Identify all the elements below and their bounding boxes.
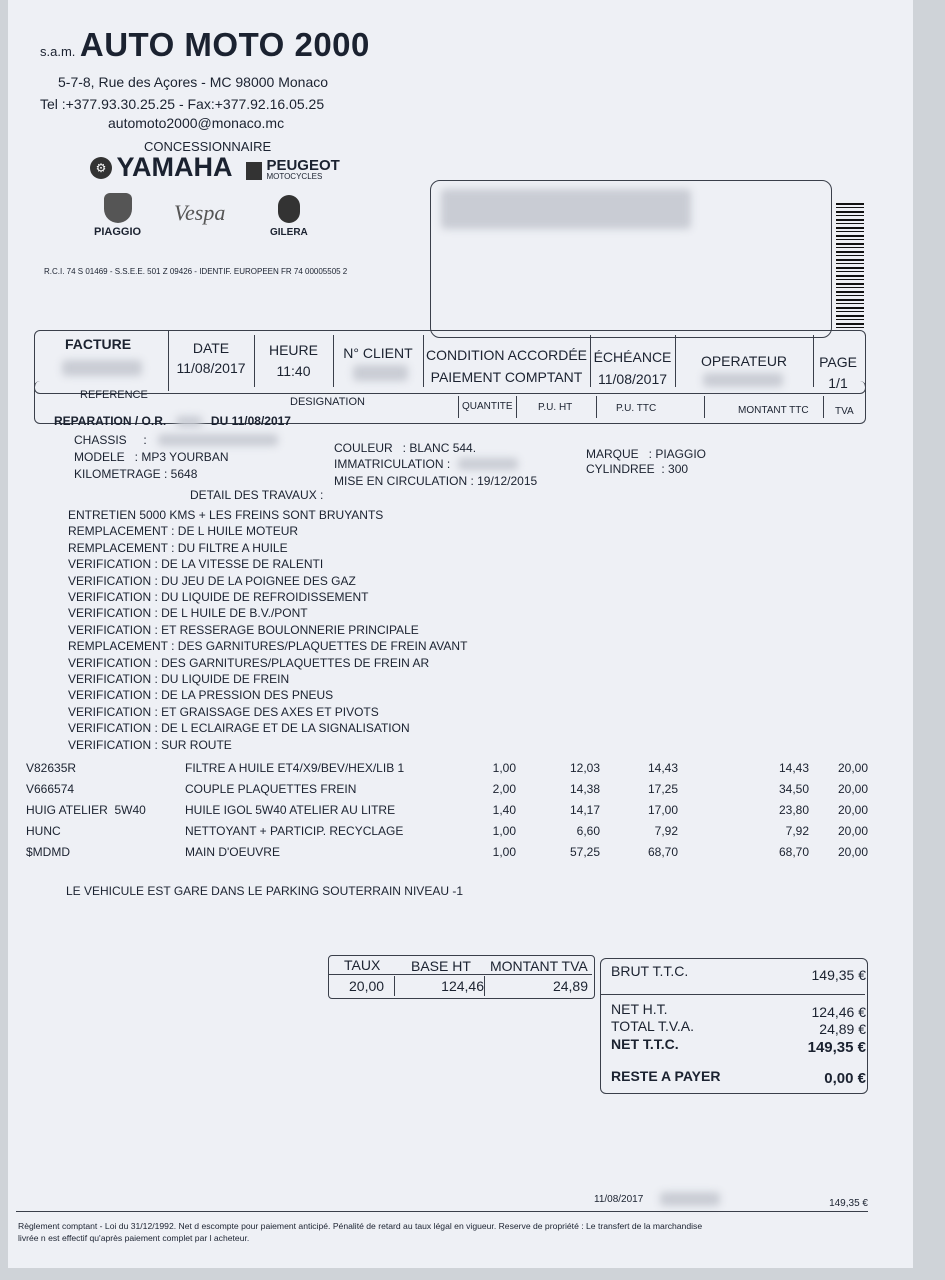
client-label: N° CLIENT [343, 345, 413, 361]
net-ht-value: 124,46 € [811, 1004, 866, 1020]
company-registration: R.C.I. 74 S 01469 - S.S.E.E. 501 Z 09426 - IDENTIF. EUROPEEN FR 74 00005505 2 [44, 267, 348, 276]
table-row: V666574 COUPLE PLAQUETTES FREIN 2,00 14,38 17,25 34,50 20,00 [26, 782, 868, 796]
repair-immatriculation: IMMATRICULATION : [334, 457, 451, 471]
redacted-or-number [176, 416, 202, 427]
net-ttc-label: NET T.T.C. [611, 1036, 679, 1052]
echeance-label: ÉCHÉANCE [593, 349, 672, 365]
piaggio-shield-icon [104, 193, 132, 223]
col-pu-ht: P.U. HT [538, 402, 573, 413]
line-items [26, 758, 868, 863]
footer-legal-2: livrée n est effectif qu'après paiement complet par l acheteur. [18, 1233, 250, 1243]
client-address-box [430, 180, 832, 338]
peugeot-lion-icon [246, 162, 262, 180]
tva-taux-value: 20,00 [349, 978, 385, 994]
company-name [40, 26, 370, 64]
footer-date: 11/08/2017 [594, 1194, 644, 1205]
yamaha-logo: ⚙ YAMAHA [90, 152, 232, 183]
repair-kilometrage: KILOMETRAGE : 5648 [74, 467, 198, 481]
col-montant-ttc: MONTANT TTC [738, 405, 809, 416]
page-label: PAGE [819, 354, 857, 370]
list-item: VERIFICATION : DU JEU DE LA POIGNEE DES GAZ [68, 573, 356, 588]
tva-montant-value: 24,89 [552, 978, 588, 994]
list-item: VERIFICATION : DU LIQUIDE DE FREIN [68, 672, 290, 687]
condition-value: PAIEMENT COMPTANT [430, 369, 583, 385]
redacted-immatriculation [458, 458, 518, 470]
redacted-chassis [158, 434, 278, 446]
tva-base-label: BASE HT [411, 958, 471, 974]
repair-mise-circulation: MISE EN CIRCULATION : 19/12/2015 [334, 474, 538, 488]
tva-header-rule [329, 974, 592, 975]
table-row: HUIG ATELIER 5W40 HUILE IGOL 5W40 ATELIER AU LITRE 1,40 14,17 17,00 23,80 20,00 [26, 803, 868, 817]
col-tva: TVA [835, 406, 854, 417]
list-item: VERIFICATION : ET RESSERAGE BOULONNERIE PRINCIPALE [68, 622, 419, 637]
company-title: AUTO MOTO 2000 [79, 26, 370, 63]
heure-label: HEURE [268, 342, 318, 358]
facture-label: FACTURE [64, 336, 132, 352]
list-item: VERIFICATION : DE LA VITESSE DE RALENTI [68, 557, 324, 572]
table-row: $MDMD MAIN D'OEUVRE 1,00 57,25 68,70 68,70 20,00 [26, 845, 868, 859]
net-ht-label: NET H.T. [611, 1001, 668, 1017]
gilera-logo: GILERA [270, 195, 308, 238]
footer-legal-1: Règlement comptant - Loi du 31/12/1992. Net d escompte pour paiement anticipé. Pénalité de retard au taux légal en vigueur. Reserve de propriété : Le transfert de la marchandise [18, 1221, 703, 1231]
company-email: automoto2000@monaco.mc [108, 115, 285, 131]
barcode [836, 203, 864, 329]
detail-title: DETAIL DES TRAVAUX : [190, 488, 324, 502]
list-item: REMPLACEMENT : DU FILTRE A HUILE [68, 540, 288, 555]
reste-label: RESTE A PAYER [611, 1068, 721, 1084]
redacted-footer-ref [660, 1192, 720, 1206]
list-item: ENTRETIEN 5000 KMS + LES FREINS SONT BRUYANTS [68, 508, 384, 522]
date-value: 11/08/2017 [176, 360, 246, 376]
totals-rule [601, 994, 865, 995]
reste-value: 0,00 € [824, 1070, 866, 1087]
yamaha-emblem-icon: ⚙ [90, 157, 112, 179]
redacted-client-address [441, 189, 691, 229]
tva-taux-label: TAUX [344, 957, 381, 973]
vehicle-note: LE VEHICULE EST GARE DANS LE PARKING SOUTERRAIN NIVEAU -1 [66, 884, 463, 898]
footer-rule [16, 1211, 868, 1212]
brut-value: 149,35 € [811, 967, 866, 983]
tva-total-value: 24,89 € [819, 1021, 866, 1037]
list-item: VERIFICATION : DU LIQUIDE DE REFROIDISSEMENT [68, 590, 369, 605]
list-item: VERIFICATION : SUR ROUTE [68, 737, 232, 752]
list-item: REMPLACEMENT : DES GARNITURES/PLAQUETTES DE FREIN AVANT [68, 639, 468, 654]
list-item: VERIFICATION : DE LA PRESSION DES PNEUS [68, 688, 334, 703]
dealer-label: CONCESSIONNAIRE [144, 139, 272, 154]
repair-modele: MODELE : MP3 YOURBAN [74, 450, 229, 464]
invoice-page [8, 0, 913, 1268]
net-ttc-value: 149,35 € [807, 1039, 866, 1056]
table-row: V82635R FILTRE A HUILE ET4/X9/BEV/HEX/LIB 1 1,00 12,03 14,43 14,43 20,00 [26, 761, 868, 775]
redacted-client-number [353, 365, 408, 381]
tva-total-label: TOTAL T.V.A. [611, 1018, 695, 1034]
peugeot-logo: PEUGEOT MOTOCYCLES [246, 160, 340, 182]
repair-couleur: COULEUR : BLANC 544. [334, 441, 477, 455]
col-pu-ttc: P.U. TTC [616, 403, 657, 414]
footer-amount: 149,35 € [829, 1198, 868, 1209]
list-item: VERIFICATION : DE L HUILE DE B.V./PONT [68, 606, 308, 621]
gilera-emblem-icon [278, 195, 300, 223]
col-reference: REFERENCE [80, 389, 148, 401]
col-designation: DESIGNATION [290, 396, 365, 408]
repair-marque: MARQUE : PIAGGIO [586, 447, 707, 461]
condition-label: CONDITION ACCORDÉE [425, 347, 587, 363]
brut-label: BRUT T.T.C. [611, 963, 689, 979]
list-item: VERIFICATION : ET GRAISSAGE DES AXES ET PIVOTS [68, 704, 379, 719]
echeance-value: 11/08/2017 [597, 371, 668, 387]
travaux-list [68, 507, 467, 753]
company-prefix: s.a.m. [40, 44, 76, 59]
table-row: HUNC NETTOYANT + PARTICIP. RECYCLAGE 1,00 6,60 7,92 7,92 20,00 [26, 824, 868, 838]
col-quantite: QUANTITE [462, 401, 513, 412]
company-address: 5-7-8, Rue des Açores - MC 98000 Monaco [58, 74, 329, 90]
heure-value: 11:40 [276, 363, 311, 379]
repair-cylindree: CYLINDREE : 300 [586, 462, 689, 476]
operateur-label: OPERATEUR [700, 353, 788, 369]
redacted-invoice-number [62, 360, 142, 376]
page-value: 1/1 [828, 375, 848, 391]
list-item: REMPLACEMENT : DE L HUILE MOTEUR [68, 524, 299, 539]
repair-chassis: CHASSIS : [74, 433, 147, 447]
vespa-logo: Vespa [174, 200, 226, 225]
date-label: DATE [192, 340, 230, 356]
tva-montant-label: MONTANT TVA [490, 958, 588, 974]
company-phone: Tel :+377.93.30.25.25 - Fax:+377.92.16.05.25 [40, 96, 325, 112]
repair-title: REPARATION / O.R. DU 11/08/2017 [54, 414, 291, 428]
tva-base-value: 124,46 [441, 978, 484, 994]
list-item: VERIFICATION : DES GARNITURES/PLAQUETTES DE FREIN AR [68, 655, 430, 670]
list-item: VERIFICATION : DE L ECLAIRAGE ET DE LA SIGNALISATION [68, 721, 410, 736]
piaggio-logo: PIAGGIO [94, 193, 141, 238]
